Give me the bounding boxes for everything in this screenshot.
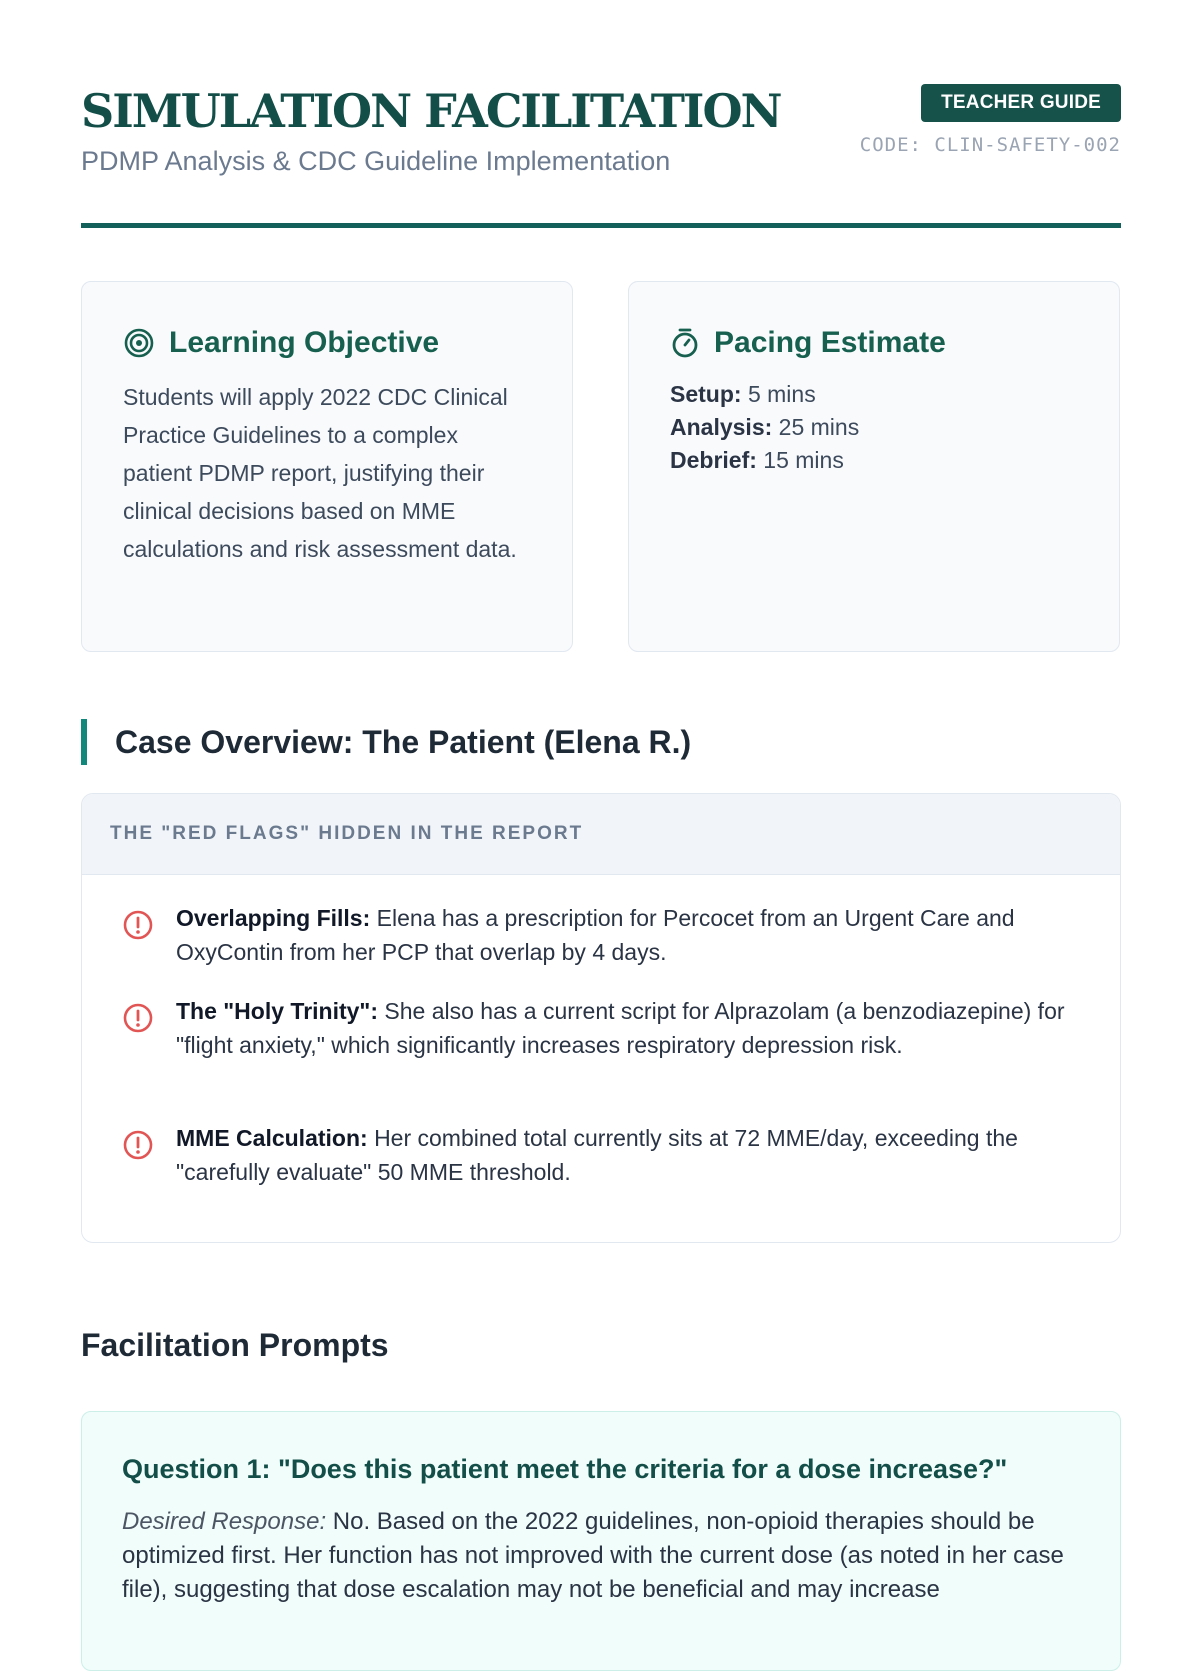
red-flag-label: The "Holy Trinity": bbox=[176, 998, 378, 1024]
pacing-estimate-title: Pacing Estimate bbox=[714, 326, 946, 359]
red-flag-item bbox=[122, 901, 1072, 969]
pacing-value: 5 mins bbox=[747, 381, 816, 407]
alert-icon bbox=[122, 1002, 154, 1034]
red-flag-label: MME Calculation: bbox=[176, 1125, 368, 1151]
pacing-item-debrief bbox=[670, 444, 1079, 477]
learning-objective-card bbox=[81, 281, 573, 652]
desired-response-text: No. Based on the 2022 guidelines, non-opioid therapies should be optimized first. Her function has not improved with the current dose (as noted in her case file), suggesting that dose escalation may not be beneficial and may increase bbox=[122, 1508, 1064, 1603]
red-flag-item bbox=[122, 994, 1072, 1062]
pacing-estimate-card bbox=[628, 281, 1120, 652]
header bbox=[81, 0, 1121, 228]
question-title: Question 1: "Does this patient meet the criteria for a dose increase?" bbox=[122, 1454, 1008, 1484]
page-subtitle: PDMP Analysis & CDC Guideline Implementation bbox=[81, 146, 671, 176]
pacing-value: 25 mins bbox=[778, 414, 860, 440]
question-card bbox=[81, 1411, 1121, 1671]
desired-response bbox=[122, 1505, 1080, 1607]
red-flag-text bbox=[176, 1121, 1072, 1189]
learning-objective-title: Learning Objective bbox=[169, 326, 440, 359]
page-title: SIMULATION FACILITATION bbox=[81, 84, 781, 138]
pacing-item-analysis bbox=[670, 411, 1079, 444]
pacing-label: Setup: bbox=[670, 381, 742, 407]
pacing-label: Debrief: bbox=[670, 447, 757, 473]
case-overview-heading: Case Overview: The Patient (Elena R.) bbox=[81, 719, 691, 765]
pacing-item-setup bbox=[670, 378, 1079, 411]
red-flag-label: Overlapping Fills: bbox=[176, 905, 371, 931]
pacing-label: Analysis: bbox=[670, 414, 773, 440]
red-flags-panel bbox=[81, 793, 1121, 1243]
red-flag-description: Elena has a prescription for Percocet from an Urgent Care and OxyContin from her PCP that overlap by 4 days. bbox=[176, 905, 1015, 965]
red-flag-description: Her combined total currently sits at 72 MME/day, exceeding the "carefully evaluate" 50 MME threshold. bbox=[176, 1125, 1018, 1185]
learning-objective-heading bbox=[123, 326, 532, 360]
teacher-guide-badge: TEACHER GUIDE bbox=[921, 84, 1121, 122]
document-page bbox=[81, 0, 1121, 1603]
document-code: CODE: CLIN-SAFETY-002 bbox=[859, 134, 1121, 156]
stopwatch-icon bbox=[670, 327, 700, 359]
red-flag-text bbox=[176, 901, 1072, 969]
red-flag-text bbox=[176, 994, 1072, 1062]
red-flag-item bbox=[122, 1121, 1072, 1189]
red-flags-panel-header: THE "RED FLAGS" HIDDEN IN THE REPORT bbox=[82, 794, 1120, 875]
learning-objective-text: Students will apply 2022 CDC Clinical Practice Guidelines to a complex patient PDMP report, justifying their clinical decisions based on MME calculations and risk assessment data. bbox=[123, 384, 517, 562]
pacing-estimate-heading bbox=[670, 326, 1079, 360]
pacing-value: 15 mins bbox=[763, 447, 844, 473]
facilitation-prompts-heading: Facilitation Prompts bbox=[81, 1327, 389, 1363]
red-flag-description: She also has a current script for Alprazolam (a benzodiazepine) for "flight anxiety," which significantly increases respiratory depression risk. bbox=[176, 998, 1065, 1058]
alert-icon bbox=[122, 909, 154, 941]
alert-icon bbox=[122, 1129, 154, 1161]
desired-response-label: Desired Response: bbox=[122, 1508, 327, 1535]
target-icon bbox=[123, 327, 155, 359]
